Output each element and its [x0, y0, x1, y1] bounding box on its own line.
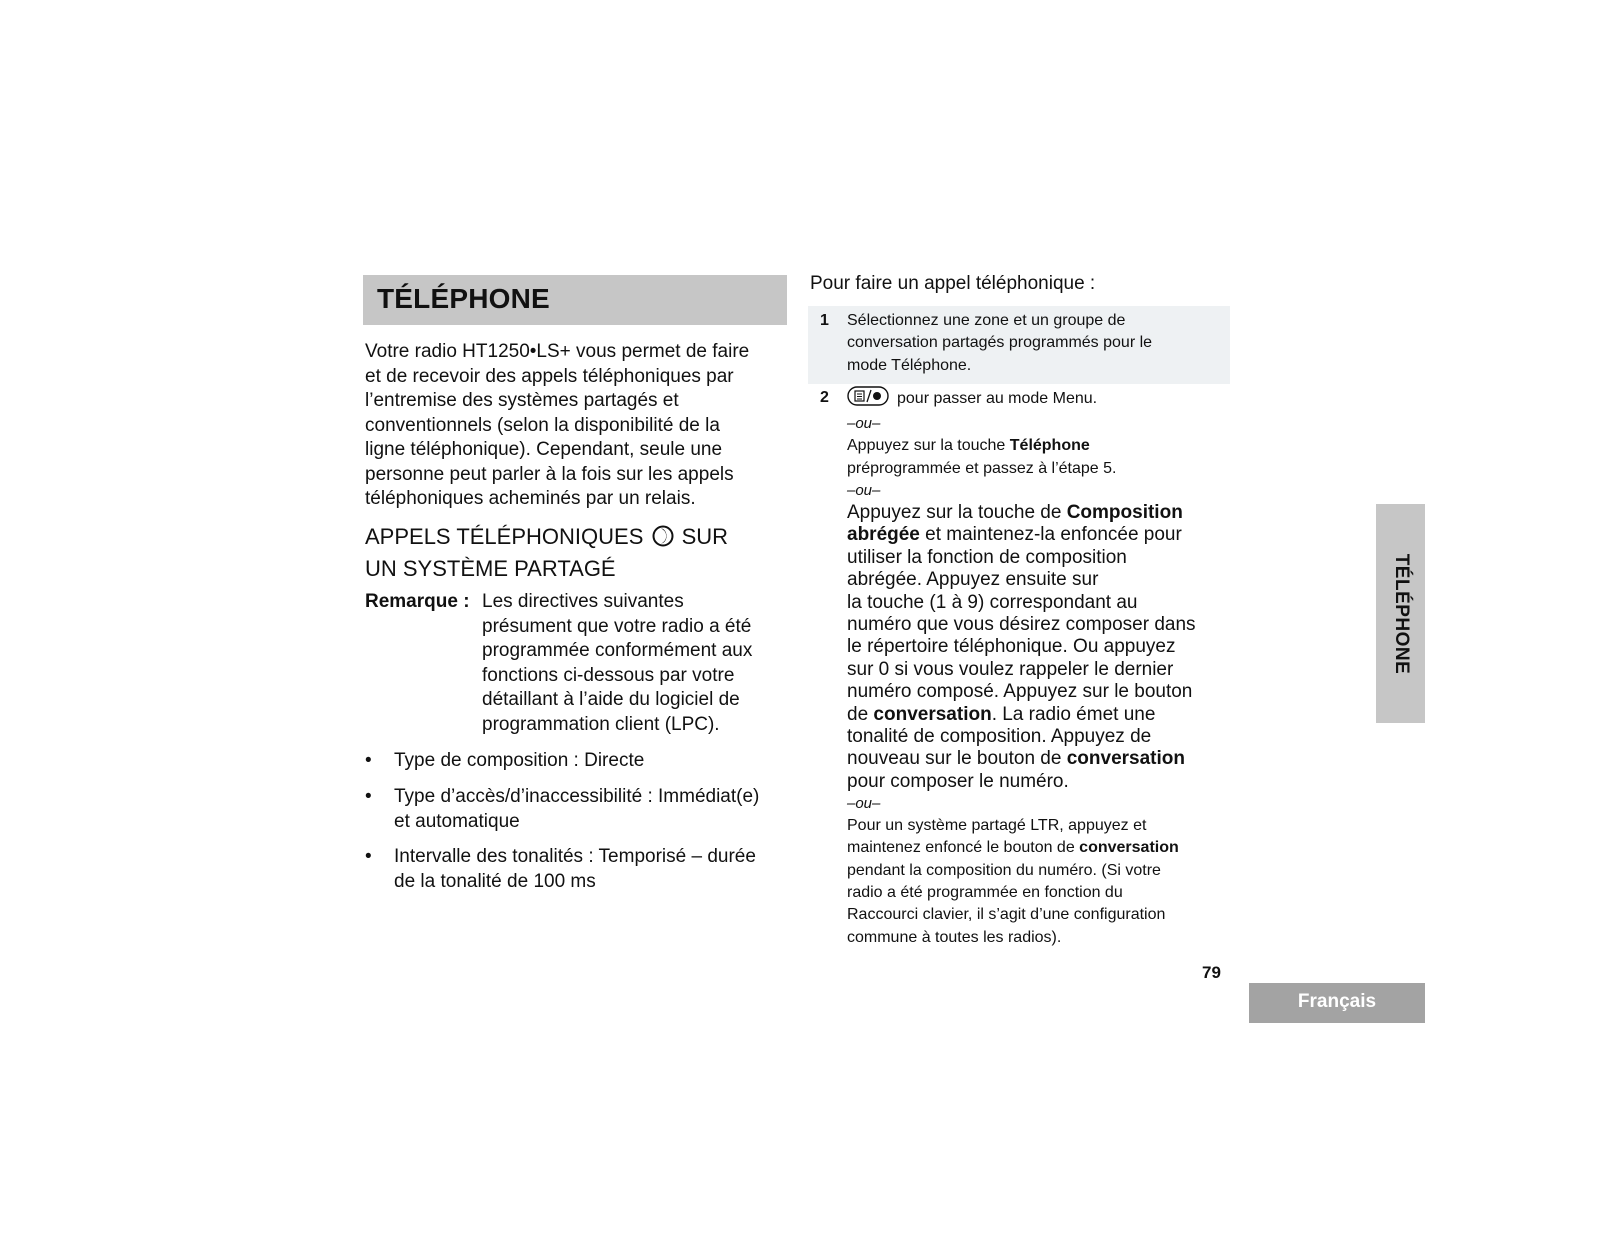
- step-number: 2: [820, 389, 829, 406]
- note-line: programmée conformément aux: [482, 640, 753, 661]
- conversation-term: conversation: [873, 703, 992, 725]
- note-line: Les directives suivantes: [482, 591, 684, 612]
- or-separator: –ou–: [847, 795, 881, 813]
- intro-line: personne peut parler à la fois sur les appels: [365, 463, 734, 485]
- bullet-line: Type de composition : Directe: [394, 750, 645, 771]
- trunked-system-icon: [652, 525, 674, 554]
- step-text: numéro que vous désirez composer dans: [847, 613, 1196, 635]
- language-label: Français: [1297, 991, 1377, 1012]
- step-text: et maintenez-la enfoncée pour: [919, 524, 1182, 546]
- step-text: Appuyez sur la touche: [847, 437, 1010, 455]
- step-text: Pour un système partagé LTR, appuyez et: [847, 817, 1147, 835]
- intro-line: téléphoniques acheminés par un relais.: [365, 488, 696, 509]
- intro-line: et de recevoir des appels téléphoniques par: [365, 365, 734, 387]
- bullet-text: [394, 749, 794, 774]
- intro-paragraph: [365, 340, 785, 512]
- page-number: 79: [1202, 963, 1221, 982]
- step-2-alt1: [847, 435, 1232, 480]
- conversation-term: conversation: [1079, 839, 1179, 857]
- note-label: Remarque :: [365, 591, 470, 612]
- step-text: abrégée. Appuyez ensuite sur: [847, 569, 1099, 591]
- bullet-text: [394, 785, 794, 834]
- section-heading-part2: SUR: [681, 524, 729, 549]
- step-number: 1: [820, 312, 829, 329]
- step-line: conversation partagés programmés pour le: [847, 334, 1153, 352]
- step-text: de: [847, 703, 874, 725]
- bullet-dot: •: [365, 786, 372, 807]
- menu-select-key-icon: [847, 386, 889, 413]
- step-text: Raccourci clavier, il s’agit d’une configuration: [847, 906, 1166, 924]
- language-tab: [1249, 983, 1425, 1023]
- speed-dial-term: abrégée: [847, 524, 920, 546]
- bullet-line: Type d’accès/d’inaccessibilité : Immédiat(e): [394, 786, 760, 807]
- step-text: nouveau sur le bouton de: [847, 748, 1067, 770]
- page-title: TÉLÉPHONE: [377, 283, 550, 314]
- step-2-text: [847, 386, 1232, 949]
- step-2-alt2: [847, 502, 1232, 793]
- procedure-intro: Pour faire un appel téléphonique :: [810, 273, 1096, 294]
- section-heading: [365, 522, 795, 583]
- note-line: détaillant à l’aide du logiciel de: [482, 689, 740, 710]
- step-line: mode Téléphone.: [847, 356, 972, 374]
- step-text: sur 0 si vous voulez rappeler le dernier: [847, 658, 1174, 680]
- step-text: le répertoire téléphonique. Ou appuyez: [847, 636, 1176, 658]
- step-text: radio a été programmée en fonction du: [847, 884, 1123, 902]
- step-text: numéro composé. Appuyez sur le bouton: [847, 681, 1193, 703]
- bullet-dot: •: [365, 846, 372, 867]
- step-text: maintenez enfoncé le bouton de: [847, 839, 1080, 857]
- step-text: utiliser la fonction de composition: [847, 546, 1127, 568]
- step-text: commune à toutes les radios).: [847, 928, 1062, 946]
- bullet-line: de la tonalité de 100 ms: [394, 870, 596, 892]
- step-text: . La radio émet une: [991, 703, 1156, 725]
- step-text: la touche (1 à 9) correspondant au: [847, 591, 1138, 613]
- telephone-key-term: Téléphone: [1009, 437, 1090, 455]
- step-2-alt3: [847, 815, 1232, 949]
- bullet-text: [394, 845, 794, 894]
- intro-line: conventionnels (selon la disponibilité de la: [365, 414, 720, 436]
- step-line: Sélectionnez une zone et un groupe de: [847, 312, 1126, 329]
- step-1-text: [847, 310, 1227, 377]
- step-2-line1: [847, 386, 1232, 413]
- bullet-line: et automatique: [394, 810, 520, 832]
- intro-line: Votre radio HT1250•LS+ vous permet de faire: [365, 341, 750, 362]
- or-separator: –ou–: [847, 415, 881, 433]
- speed-dial-term: Composition: [1066, 501, 1183, 523]
- step-text: pendant la composition du numéro. (Si votre: [847, 861, 1161, 879]
- bullet-line: Intervalle des tonalités : Temporisé – durée: [394, 846, 756, 867]
- side-tab-label: TÉLÉPHONE: [1390, 553, 1412, 674]
- note-text: [482, 590, 792, 737]
- conversation-term: conversation: [1066, 748, 1185, 770]
- bullet-dot: •: [365, 750, 372, 771]
- note-line: programmation client (LPC).: [482, 713, 720, 735]
- note-line: présument que votre radio a été: [482, 615, 752, 637]
- side-section-tab: [1376, 504, 1425, 723]
- intro-line: l’entremise des systèmes partagés et: [365, 390, 679, 411]
- section-heading-part1: APPELS TÉLÉPHONIQUES: [365, 524, 644, 549]
- or-separator: –ou–: [847, 481, 881, 499]
- page-title-bar: [363, 275, 787, 325]
- intro-line: ligne téléphonique). Cependant, seule une: [365, 439, 723, 460]
- section-heading-line2: UN SYSTÈME PARTAGÉ: [365, 556, 616, 581]
- step-text: Appuyez sur la touche de: [847, 501, 1067, 523]
- step-text: tonalité de composition. Appuyez de: [847, 725, 1152, 747]
- step-text: pour composer le numéro.: [847, 770, 1069, 792]
- step-text: préprogrammée et passez à l’étape 5.: [847, 459, 1117, 477]
- note-line: fonctions ci-dessous par votre: [482, 664, 735, 686]
- step-line: pour passer au mode Menu.: [897, 390, 1098, 407]
